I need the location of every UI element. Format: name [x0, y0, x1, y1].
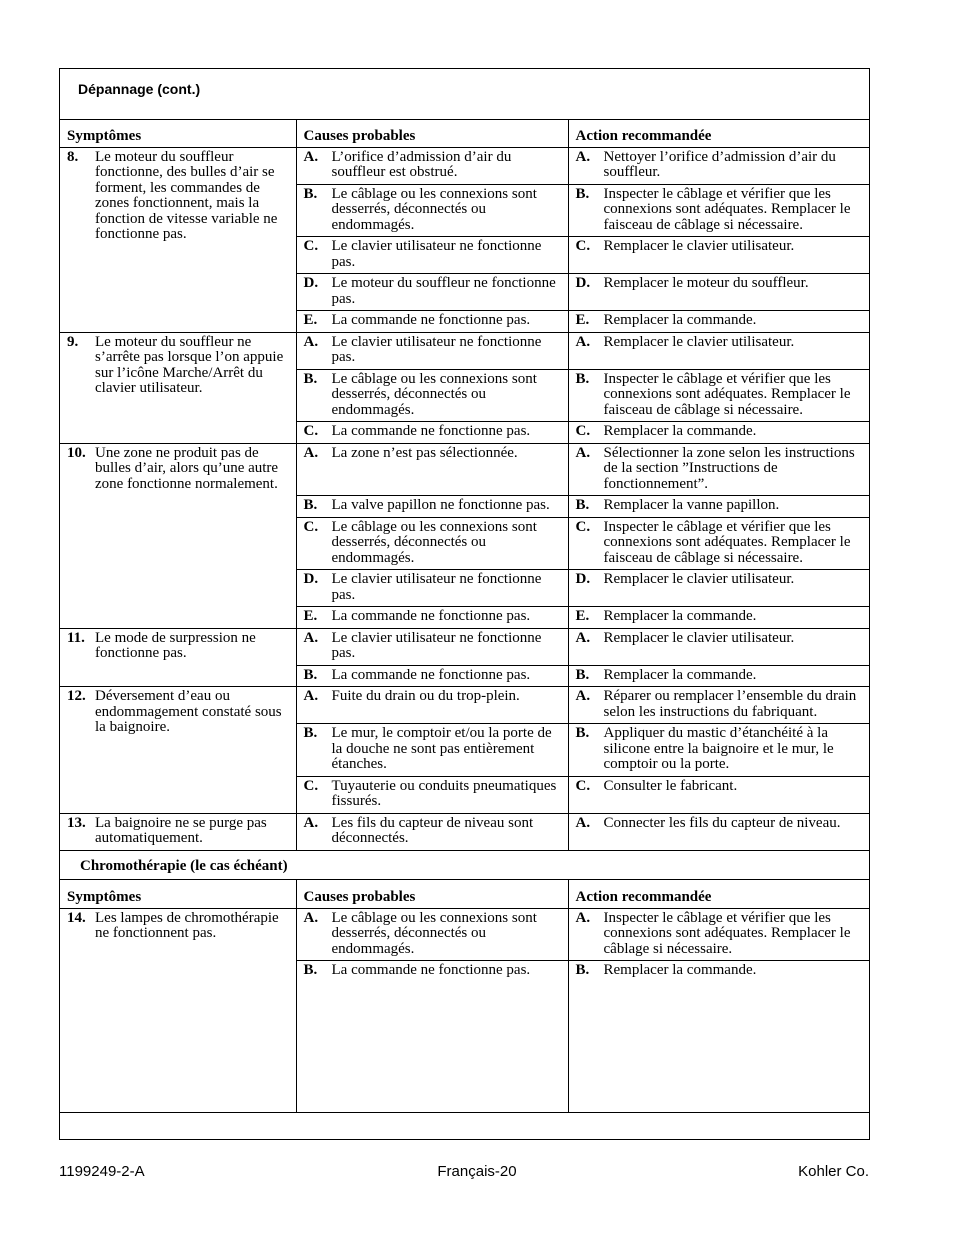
item-label: 14. — [67, 909, 86, 926]
lettered-item — [304, 372, 562, 419]
item-label: B. — [303, 666, 318, 683]
cause-cell — [296, 628, 568, 665]
action-cell — [568, 724, 870, 777]
item-text: Fuite du drain ou du trop-plein. — [331, 688, 520, 704]
item-label: C. — [575, 238, 591, 254]
lettered-item — [576, 609, 865, 625]
symptom-item — [67, 631, 290, 662]
item-text: Remplacer la commande. — [603, 312, 757, 328]
lettered-item — [576, 779, 865, 795]
item-label: A. — [303, 909, 319, 926]
header-causes: Causes probables — [296, 119, 568, 147]
item-label: A. — [575, 909, 591, 926]
item-text: Réparer ou remplacer l’ensemble du drain selon les instructions du fabriquant. — [603, 688, 857, 720]
lettered-item — [576, 498, 865, 514]
action-cell — [568, 908, 870, 961]
item-text: Le clavier utilisateur ne fonctionne pas. — [331, 333, 542, 365]
action-cell — [568, 961, 870, 1113]
chromotherapy-title: Chromothérapie (le cas échéant) — [80, 858, 288, 874]
item-label: E. — [575, 608, 590, 624]
cause-cell — [296, 570, 568, 607]
item-label: B. — [575, 497, 590, 513]
table-row — [60, 628, 870, 665]
symptom-cell — [60, 332, 296, 443]
item-text: Remplacer le clavier utilisateur. — [603, 629, 795, 646]
item-text: Le clavier utilisateur ne fonctionne pas. — [331, 571, 542, 603]
troubleshooting-frame — [59, 68, 870, 1140]
item-label: C. — [575, 423, 591, 439]
cause-cell — [296, 724, 568, 777]
action-cell — [568, 274, 870, 311]
item-text: Inspecter le câblage et vérifier que les connexions sont adéquates. Remplacer le faisceau de câblage si nécessaire. — [603, 518, 851, 566]
action-cell — [568, 813, 870, 850]
cause-cell — [296, 687, 568, 724]
item-text: Le clavier utilisateur ne fonctionne pas. — [331, 238, 542, 270]
table-row — [60, 332, 870, 369]
lettered-item — [304, 335, 562, 366]
item-text: La commande ne fonctionne pas. — [331, 962, 531, 978]
action-cell — [568, 687, 870, 724]
item-label: 8. — [67, 148, 79, 165]
item-text: Sélectionner la zone selon les instructions de la section ”Instructions de fonctionnement”. — [603, 444, 855, 492]
action-cell — [568, 517, 870, 570]
item-text: Remplacer la commande. — [603, 666, 757, 683]
item-label: C. — [303, 518, 319, 535]
lettered-item — [304, 963, 562, 979]
header-symptoms: Symptômes — [60, 119, 296, 147]
item-label: A. — [575, 814, 591, 831]
cause-cell — [296, 813, 568, 850]
action-cell — [568, 496, 870, 518]
lettered-item — [304, 689, 562, 705]
cause-cell — [296, 665, 568, 687]
item-label: 12. — [67, 688, 86, 704]
lettered-item — [576, 372, 865, 419]
item-text: Remplacer la commande. — [603, 608, 757, 624]
item-label: C. — [303, 423, 319, 439]
lettered-item — [576, 276, 865, 292]
item-text: Inspecter le câblage et vérifier que les connexions sont adéquates. Remplacer le faisceau de câblage si nécessaire. — [603, 370, 851, 418]
item-label: A. — [303, 148, 319, 165]
lettered-item — [576, 631, 865, 647]
lettered-item — [576, 816, 865, 832]
item-text: Inspecter le câblage et vérifier que les connexions sont adéquates. Remplacer le câblage si nécessaire. — [603, 909, 851, 957]
item-label: A. — [303, 333, 319, 350]
item-text: L’orifice d’admission d’air du souffleur est obstrué. — [331, 148, 512, 180]
item-text: Remplacer le moteur du souffleur. — [603, 275, 809, 291]
action-cell — [568, 665, 870, 687]
lettered-item — [576, 150, 865, 181]
item-label: 9. — [67, 333, 79, 350]
item-label: B. — [303, 725, 318, 741]
lettered-item — [304, 631, 562, 662]
item-text: Les fils du capteur de niveau sont déconnectés. — [331, 814, 534, 846]
lettered-item — [304, 572, 562, 603]
lettered-item — [576, 963, 865, 979]
lettered-item — [576, 424, 865, 440]
troubleshooting-table — [60, 119, 870, 851]
table-header-row — [60, 880, 870, 909]
item-label: 10. — [67, 444, 86, 461]
item-text: La zone n’est pas sélectionnée. — [331, 444, 518, 461]
lettered-item — [304, 424, 562, 440]
action-cell — [568, 570, 870, 607]
item-text: La valve papillon ne fonctionne pas. — [331, 497, 550, 513]
lettered-item — [576, 668, 865, 684]
item-text: Le clavier utilisateur ne fonctionne pas. — [331, 629, 542, 661]
action-cell — [568, 607, 870, 629]
symptom-cell — [60, 813, 296, 850]
item-text: Le câblage ou les connexions sont desserrés, déconnectés ou endommagés. — [331, 370, 537, 418]
item-text: Consulter le fabricant. — [603, 777, 738, 794]
item-text: Nettoyer l’orifice d’admission d’air du souffleur. — [603, 148, 836, 180]
item-label: A. — [575, 444, 591, 461]
lettered-item — [576, 335, 865, 351]
item-label: A. — [303, 444, 319, 461]
action-cell — [568, 369, 870, 422]
table-row — [60, 908, 870, 961]
item-text: Déversement d’eau ou endommagement constaté sous la baignoire. — [95, 688, 282, 735]
lettered-item — [576, 572, 865, 588]
header-action: Action recommandée — [568, 119, 870, 147]
header-symptoms: Symptômes — [60, 880, 296, 909]
symptom-cell — [60, 147, 296, 332]
footer-company: Kohler Co. — [798, 1163, 869, 1180]
table-row — [60, 443, 870, 496]
header-causes: Causes probables — [296, 880, 568, 909]
item-text: Remplacer la commande. — [603, 962, 757, 978]
item-text: Le câblage ou les connexions sont desserrés, déconnectés ou endommagés. — [331, 909, 537, 957]
cause-cell — [296, 311, 568, 333]
cause-cell — [296, 776, 568, 813]
item-label: E. — [303, 312, 318, 328]
lettered-item — [304, 187, 562, 234]
item-label: 13. — [67, 814, 86, 831]
item-label: B. — [575, 962, 590, 978]
item-text: Une zone ne produit pas de bulles d’air, alors qu’une autre zone fonctionne normalement. — [95, 444, 279, 492]
lettered-item — [576, 911, 865, 958]
item-label: C. — [575, 518, 591, 535]
item-label: B. — [575, 370, 590, 387]
lettered-item — [304, 726, 562, 773]
item-text: Inspecter le câblage et vérifier que les connexions sont adéquates. Remplacer le faisceau de câblage si nécessaire. — [603, 185, 851, 233]
cause-cell — [296, 908, 568, 961]
cause-cell — [296, 147, 568, 184]
lettered-item — [304, 498, 562, 514]
action-cell — [568, 237, 870, 274]
item-text: Le câblage ou les connexions sont desserrés, déconnectés ou endommagés. — [331, 185, 537, 233]
item-text: La commande ne fonctionne pas. — [331, 312, 531, 328]
item-label: A. — [575, 688, 591, 704]
item-label: B. — [303, 962, 318, 978]
symptom-cell — [60, 628, 296, 687]
action-cell — [568, 628, 870, 665]
item-text: Remplacer le clavier utilisateur. — [603, 333, 795, 350]
item-label: B. — [575, 725, 590, 741]
lettered-item — [576, 187, 865, 234]
item-text: La baignoire ne se purge pas automatiquement. — [95, 814, 267, 846]
action-cell — [568, 311, 870, 333]
item-label: E. — [575, 312, 590, 328]
chromotherapy-table — [60, 879, 870, 1113]
symptom-item — [67, 816, 290, 847]
item-text: Connecter les fils du capteur de niveau. — [603, 814, 841, 831]
symptom-item — [67, 446, 290, 493]
lettered-item — [304, 911, 562, 958]
lettered-item — [576, 313, 865, 329]
lettered-item — [576, 446, 865, 493]
cause-cell — [296, 517, 568, 570]
table-row — [60, 147, 870, 184]
cause-cell — [296, 369, 568, 422]
item-label: D. — [303, 275, 319, 291]
action-cell — [568, 147, 870, 184]
item-label: B. — [303, 185, 318, 202]
lettered-item — [576, 520, 865, 567]
lettered-item — [304, 816, 562, 847]
item-label: C. — [303, 777, 319, 794]
item-label: C. — [575, 777, 591, 794]
item-label: A. — [575, 148, 591, 165]
item-text: Remplacer le clavier utilisateur. — [603, 571, 795, 587]
item-text: Appliquer du mastic d’étanchéité à la silicone entre la baignoire et le mur, le comptoir ou la porte. — [603, 725, 834, 772]
lettered-item — [304, 520, 562, 567]
action-cell — [568, 443, 870, 496]
item-label: A. — [303, 629, 319, 646]
item-label: A. — [303, 688, 319, 704]
symptom-cell — [60, 443, 296, 628]
action-cell — [568, 184, 870, 237]
chromotherapy-section — [60, 851, 870, 879]
symptom-item — [67, 689, 290, 736]
symptom-item — [67, 150, 290, 243]
section-title: Dépannage (cont.) — [78, 81, 201, 97]
lettered-item — [304, 609, 562, 625]
action-cell — [568, 332, 870, 369]
item-text: Remplacer la vanne papillon. — [603, 497, 780, 513]
lettered-item — [304, 668, 562, 684]
item-label: D. — [575, 275, 591, 291]
cause-cell — [296, 443, 568, 496]
action-cell — [568, 776, 870, 813]
item-label: A. — [303, 814, 319, 831]
item-label: B. — [303, 370, 318, 387]
footer-page-label: Français-20 — [437, 1163, 517, 1180]
item-label: B. — [575, 666, 590, 683]
item-text: Le câblage ou les connexions sont desserrés, déconnectés ou endommagés. — [331, 518, 537, 566]
table-header-row — [60, 119, 870, 147]
cause-cell — [296, 422, 568, 444]
item-text: Le mode de surpression ne fonctionne pas. — [95, 629, 256, 661]
cause-cell — [296, 184, 568, 237]
lettered-item — [304, 313, 562, 329]
item-label: D. — [575, 571, 591, 587]
header-action: Action recommandée — [568, 880, 870, 909]
item-text: Le moteur du souffleur ne fonctionne pas. — [331, 275, 556, 307]
item-text: Remplacer la commande. — [603, 423, 757, 439]
table-row — [60, 813, 870, 850]
lettered-item — [576, 689, 865, 720]
item-text: Le moteur du souffleur fonctionne, des bulles d’air se forment, les commandes de zones fonctionnent, mais la fonction de vitesse variable ne fonctionne pas. — [95, 148, 278, 242]
item-label: 11. — [67, 629, 85, 646]
lettered-item — [576, 726, 865, 773]
cause-cell — [296, 332, 568, 369]
item-label: B. — [303, 497, 318, 513]
item-text: Le moteur du souffleur ne s’arrête pas lorsque l’on appuie sur l’icône Marche/Arrêt du clavier utilisateur. — [95, 333, 284, 396]
item-label: A. — [575, 333, 591, 350]
lettered-item — [304, 150, 562, 181]
item-text: La commande ne fonctionne pas. — [331, 423, 531, 439]
item-text: Tuyauterie ou conduits pneumatiques fissurés. — [331, 777, 557, 809]
item-label: B. — [575, 185, 590, 202]
symptom-cell — [60, 908, 296, 1113]
lettered-item — [304, 276, 562, 307]
symptom-cell — [60, 687, 296, 814]
item-label: E. — [303, 608, 318, 624]
lettered-item — [576, 239, 865, 255]
lettered-item — [304, 446, 562, 462]
item-text: La commande ne fonctionne pas. — [331, 608, 531, 624]
cause-cell — [296, 237, 568, 274]
cause-cell — [296, 607, 568, 629]
item-text: Les lampes de chromothérapie ne fonctionnent pas. — [95, 909, 279, 941]
symptom-item — [67, 911, 290, 942]
cause-cell — [296, 274, 568, 311]
footer-doc-number: 1199249-2-A — [59, 1163, 145, 1180]
item-text: Le mur, le comptoir et/ou la porte de la douche ne sont pas entièrement étanches. — [331, 725, 552, 772]
symptom-item — [67, 335, 290, 397]
cause-cell — [296, 496, 568, 518]
lettered-item — [304, 239, 562, 270]
item-label: D. — [303, 571, 319, 587]
item-label: A. — [575, 629, 591, 646]
item-text: La commande ne fonctionne pas. — [331, 666, 531, 683]
item-text: Remplacer le clavier utilisateur. — [603, 238, 795, 254]
table-row — [60, 687, 870, 724]
item-label: C. — [303, 238, 319, 254]
cause-cell — [296, 961, 568, 1113]
action-cell — [568, 422, 870, 444]
lettered-item — [304, 779, 562, 810]
